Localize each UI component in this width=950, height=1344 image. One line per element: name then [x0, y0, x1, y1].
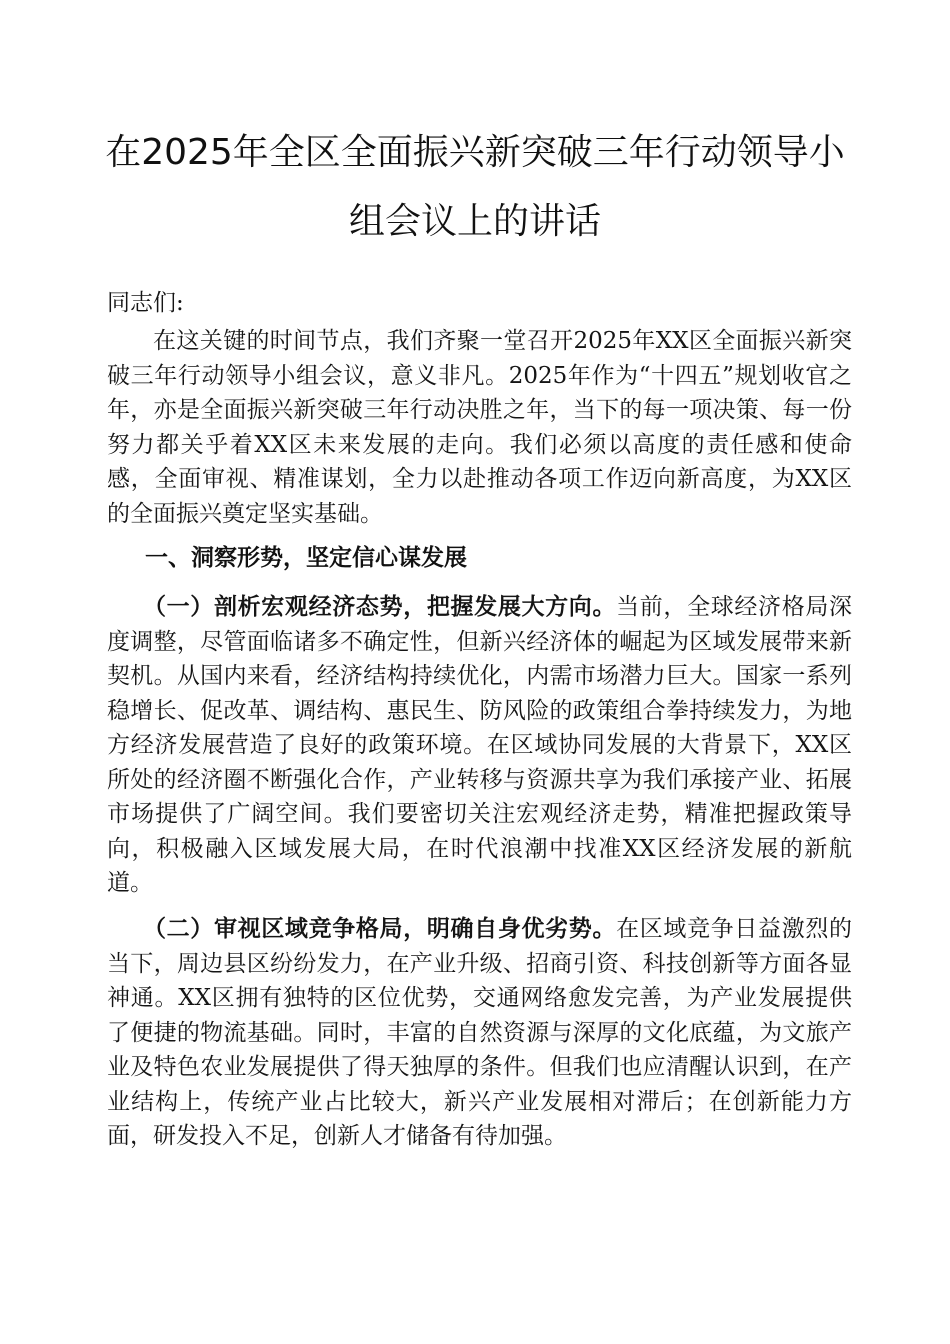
- greeting: 同志们:: [107, 290, 184, 316]
- document-title-line-2: 组会议上的讲话: [348, 201, 601, 242]
- subsection-2-lead: （二）审视区域竞争格局，明确自身优劣势。: [143, 916, 617, 942]
- subsection-1-lead: （一）剖析宏观经济态势，把握发展大方向。: [143, 594, 617, 620]
- subsection-2-body: 在区域竞争日益激烈的当下，周边县区纷纷发力，在产业升级、招商引资、科技创新等方面各显神通。XX区拥有独特的区位优势，交通网络愈发完善，为产业发展提供了便捷的物流基础。同时，丰富的自然资源与深厚的文化底蕴，为文旅产业及特色农业发展提供了得天独厚的条件。但我们也应清醒认识到，在产业结构上，传统产业占比较大，新兴产业发展相对滞后；在创新能力方面，研发投入不足，创新人才储备有待加强。: [107, 916, 853, 1149]
- intro-paragraph: 在这关键的时间节点，我们齐聚一堂召开2025年XX区全面振兴新突破三年行动领导小组会议，意义非凡。2025年作为“十四五”规划收官之年，亦是全面振兴新突破三年行动决胜之年，当下的每一项决策、每一份努力都关乎着XX区未来发展的走向。我们必须以高度的责任感和使命感，全面审视、精准谋划，全力以赴推动各项工作迈向新高度，为XX区的全面振兴奠定坚实基础。: [107, 328, 852, 527]
- subsection-1-paragraph: [107, 590, 852, 901]
- subsection-1-body: 当前，全球经济格局深度调整，尽管面临诸多不确定性，但新兴经济体的崛起为区域发展带来新契机。从国内来看，经济结构持续优化，内需市场潜力巨大。国家一系列稳增长、促改革、调结构、惠民生、防风险的政策组合拳持续发力，为地方经济发展营造了良好的政策环境。在区域协同发展的大背景下，XX区所处的经济圈不断强化合作，产业转移与资源共享为我们承接产业、拓展市场提供了广阔空间。我们要密切关注宏观经济走势，精准把握政策导向，积极融入区域发展大局，在时代浪潮中找准XX区经济发展的新航道。: [107, 594, 853, 896]
- section-1-heading: 一、洞察形势，坚定信心谋发展: [145, 545, 467, 571]
- document-title-line-1: 在2025年全区全面振兴新突破三年行动领导小: [105, 132, 845, 173]
- subsection-2-paragraph: [107, 912, 852, 1154]
